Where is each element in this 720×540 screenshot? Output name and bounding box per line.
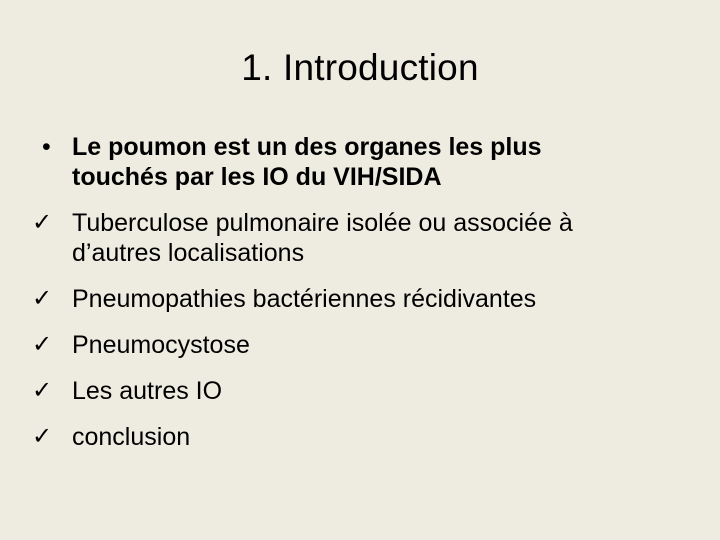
bullet-icon: • [42,133,51,161]
list-item-line: Le poumon est un des organes les plus [72,133,542,161]
list-item [32,376,692,406]
checkmark-icon: ✓ [32,331,53,358]
list-item-line: Les autres IO [72,377,223,405]
list-item-line: touchés par les IO du VIH/SIDA [72,163,442,191]
list-item-line: Pneumocystose [72,331,250,359]
bullet-list [32,132,692,468]
checkmark-icon: ✓ [32,209,53,236]
list-item [32,284,692,314]
list-item [32,422,692,452]
list-item [32,330,692,360]
checkmark-icon: ✓ [32,423,53,450]
slide-title: 1. Introduction [241,47,479,88]
list-item-line: conclusion [72,423,191,451]
list-item-line: d’autres localisations [72,239,305,267]
list-item [32,208,692,268]
list-item-line: Tuberculose pulmonaire isolée ou associée à [72,209,573,237]
checkmark-icon: ✓ [32,285,53,312]
list-item-line: Pneumopathies bactériennes récidivantes [72,285,537,313]
checkmark-icon: ✓ [32,377,53,404]
list-item [32,132,692,192]
